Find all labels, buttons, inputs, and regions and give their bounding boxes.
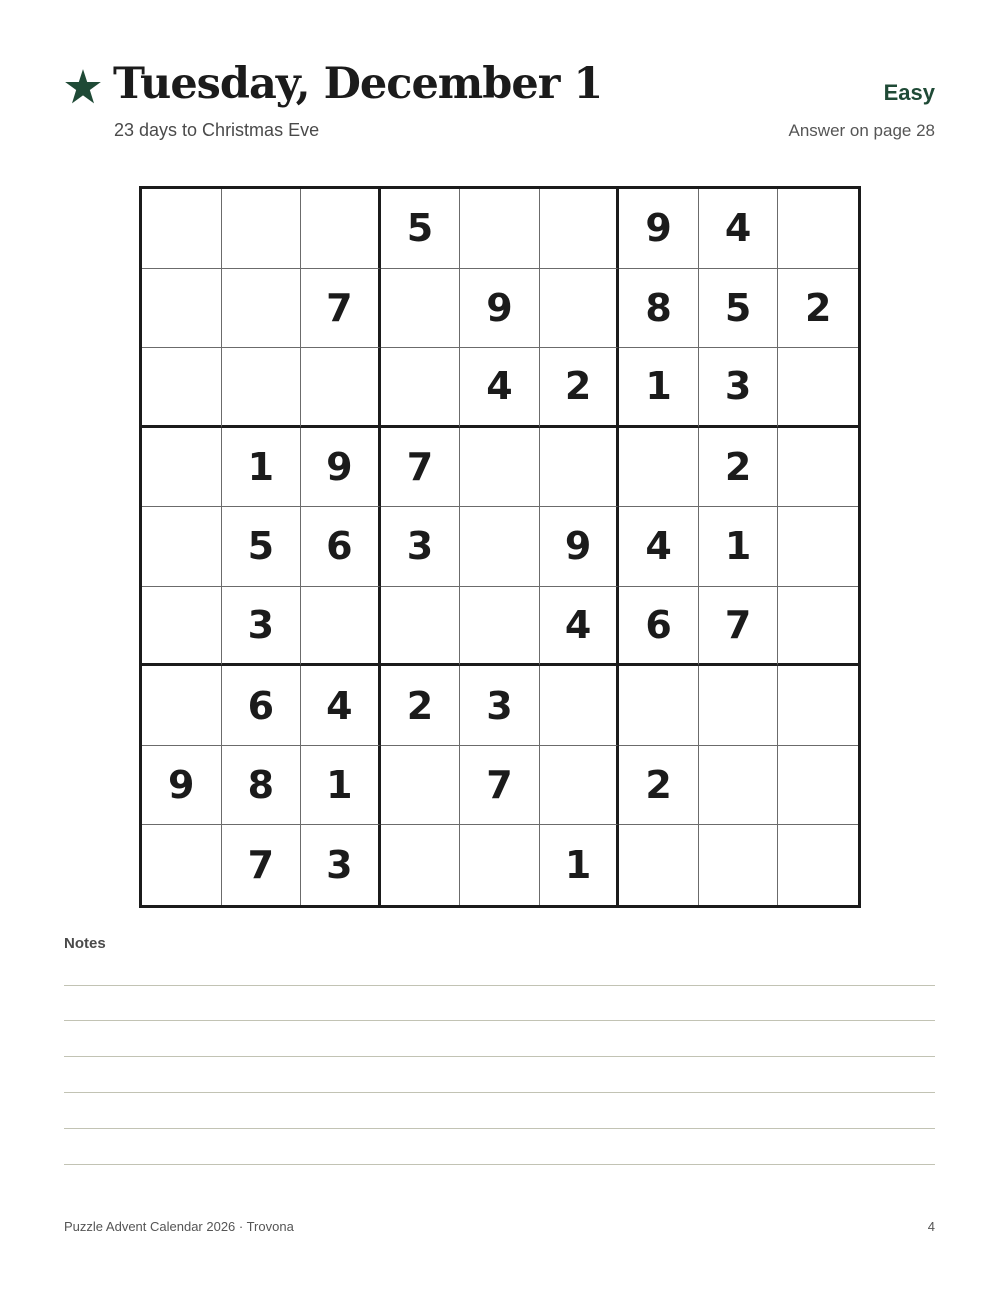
difficulty-label: Easy bbox=[883, 80, 935, 105]
note-line[interactable] bbox=[64, 1092, 935, 1093]
sudoku-given-cell[interactable]: 6 bbox=[222, 666, 302, 746]
sudoku-given-cell[interactable]: 4 bbox=[460, 348, 540, 428]
sudoku-given-cell[interactable]: 6 bbox=[619, 587, 699, 667]
sudoku-empty-cell[interactable] bbox=[142, 666, 222, 746]
note-line[interactable] bbox=[64, 1056, 935, 1057]
sudoku-empty-cell[interactable] bbox=[142, 189, 222, 269]
sudoku-empty-cell[interactable] bbox=[381, 825, 461, 905]
sudoku-empty-cell[interactable] bbox=[778, 746, 858, 826]
sudoku-empty-cell[interactable] bbox=[381, 269, 461, 349]
sudoku-empty-cell[interactable] bbox=[699, 825, 779, 905]
sudoku-given-cell[interactable]: 4 bbox=[699, 189, 779, 269]
page-number: 4 bbox=[927, 1219, 935, 1234]
sudoku-empty-cell[interactable] bbox=[381, 348, 461, 428]
sudoku-given-cell[interactable]: 7 bbox=[301, 269, 381, 349]
sudoku-given-cell[interactable]: 7 bbox=[460, 746, 540, 826]
sudoku-given-cell[interactable]: 2 bbox=[540, 348, 620, 428]
sudoku-empty-cell[interactable] bbox=[540, 269, 620, 349]
sudoku-empty-cell[interactable] bbox=[778, 507, 858, 587]
sudoku-empty-cell[interactable] bbox=[699, 746, 779, 826]
note-line[interactable] bbox=[64, 1128, 935, 1129]
sudoku-empty-cell[interactable] bbox=[460, 507, 540, 587]
sudoku-empty-cell[interactable] bbox=[381, 746, 461, 826]
sudoku-empty-cell[interactable] bbox=[222, 269, 302, 349]
sudoku-empty-cell[interactable] bbox=[460, 428, 540, 508]
sudoku-empty-cell[interactable] bbox=[540, 189, 620, 269]
sudoku-given-cell[interactable]: 3 bbox=[301, 825, 381, 905]
sudoku-given-cell[interactable]: 5 bbox=[699, 269, 779, 349]
sudoku-empty-cell[interactable] bbox=[142, 348, 222, 428]
sudoku-given-cell[interactable]: 3 bbox=[699, 348, 779, 428]
sudoku-given-cell[interactable]: 9 bbox=[301, 428, 381, 508]
sudoku-given-cell[interactable]: 4 bbox=[301, 666, 381, 746]
sudoku-given-cell[interactable]: 3 bbox=[222, 587, 302, 667]
page-title: Tuesday, December 1 bbox=[113, 59, 603, 109]
sudoku-given-cell[interactable]: 3 bbox=[381, 507, 461, 587]
sudoku-given-cell[interactable]: 7 bbox=[699, 587, 779, 667]
answer-reference: Answer on page 28 bbox=[788, 121, 935, 140]
sudoku-given-cell[interactable]: 5 bbox=[381, 189, 461, 269]
sudoku-empty-cell[interactable] bbox=[619, 428, 699, 508]
note-line[interactable] bbox=[64, 985, 935, 986]
sudoku-given-cell[interactable]: 2 bbox=[699, 428, 779, 508]
sudoku-empty-cell[interactable] bbox=[619, 666, 699, 746]
footer-publication: Puzzle Advent Calendar 2026 · Trovona bbox=[64, 1219, 294, 1234]
sudoku-empty-cell[interactable] bbox=[301, 348, 381, 428]
sudoku-empty-cell[interactable] bbox=[301, 189, 381, 269]
sudoku-given-cell[interactable]: 1 bbox=[540, 825, 620, 905]
sudoku-given-cell[interactable]: 9 bbox=[619, 189, 699, 269]
sudoku-empty-cell[interactable] bbox=[778, 825, 858, 905]
sudoku-empty-cell[interactable] bbox=[778, 189, 858, 269]
sudoku-grid bbox=[139, 186, 861, 908]
sudoku-empty-cell[interactable] bbox=[460, 825, 540, 905]
sudoku-empty-cell[interactable] bbox=[778, 587, 858, 667]
sudoku-empty-cell[interactable] bbox=[778, 428, 858, 508]
notes-label: Notes bbox=[64, 935, 106, 952]
note-line[interactable] bbox=[64, 1020, 935, 1021]
sudoku-empty-cell[interactable] bbox=[540, 746, 620, 826]
sudoku-empty-cell[interactable] bbox=[222, 348, 302, 428]
sudoku-empty-cell[interactable] bbox=[540, 666, 620, 746]
sudoku-given-cell[interactable]: 2 bbox=[381, 666, 461, 746]
sudoku-empty-cell[interactable] bbox=[778, 348, 858, 428]
sudoku-empty-cell[interactable] bbox=[142, 269, 222, 349]
sudoku-given-cell[interactable]: 7 bbox=[222, 825, 302, 905]
sudoku-given-cell[interactable]: 1 bbox=[619, 348, 699, 428]
sudoku-empty-cell[interactable] bbox=[142, 825, 222, 905]
countdown-subtitle: 23 days to Christmas Eve bbox=[114, 120, 320, 140]
sudoku-given-cell[interactable]: 4 bbox=[540, 587, 620, 667]
note-line[interactable] bbox=[64, 1164, 935, 1165]
sudoku-empty-cell[interactable] bbox=[301, 587, 381, 667]
sudoku-given-cell[interactable]: 6 bbox=[301, 507, 381, 587]
sudoku-empty-cell[interactable] bbox=[142, 587, 222, 667]
sudoku-given-cell[interactable]: 8 bbox=[619, 269, 699, 349]
sudoku-empty-cell[interactable] bbox=[222, 189, 302, 269]
sudoku-given-cell[interactable]: 9 bbox=[460, 269, 540, 349]
sudoku-given-cell[interactable]: 5 bbox=[222, 507, 302, 587]
sudoku-given-cell[interactable]: 9 bbox=[142, 746, 222, 826]
sudoku-given-cell[interactable]: 1 bbox=[301, 746, 381, 826]
star-icon bbox=[64, 68, 102, 106]
sudoku-empty-cell[interactable] bbox=[381, 587, 461, 667]
sudoku-given-cell[interactable]: 9 bbox=[540, 507, 620, 587]
sudoku-empty-cell[interactable] bbox=[540, 428, 620, 508]
sudoku-empty-cell[interactable] bbox=[142, 428, 222, 508]
sudoku-given-cell[interactable]: 1 bbox=[222, 428, 302, 508]
sudoku-empty-cell[interactable] bbox=[778, 666, 858, 746]
sudoku-given-cell[interactable]: 4 bbox=[619, 507, 699, 587]
sudoku-empty-cell[interactable] bbox=[142, 507, 222, 587]
sudoku-empty-cell[interactable] bbox=[460, 587, 540, 667]
sudoku-given-cell[interactable]: 8 bbox=[222, 746, 302, 826]
sudoku-given-cell[interactable]: 2 bbox=[778, 269, 858, 349]
sudoku-empty-cell[interactable] bbox=[619, 825, 699, 905]
sudoku-given-cell[interactable]: 1 bbox=[699, 507, 779, 587]
sudoku-empty-cell[interactable] bbox=[460, 189, 540, 269]
sudoku-empty-cell[interactable] bbox=[699, 666, 779, 746]
sudoku-given-cell[interactable]: 7 bbox=[381, 428, 461, 508]
sudoku-given-cell[interactable]: 2 bbox=[619, 746, 699, 826]
sudoku-given-cell[interactable]: 3 bbox=[460, 666, 540, 746]
